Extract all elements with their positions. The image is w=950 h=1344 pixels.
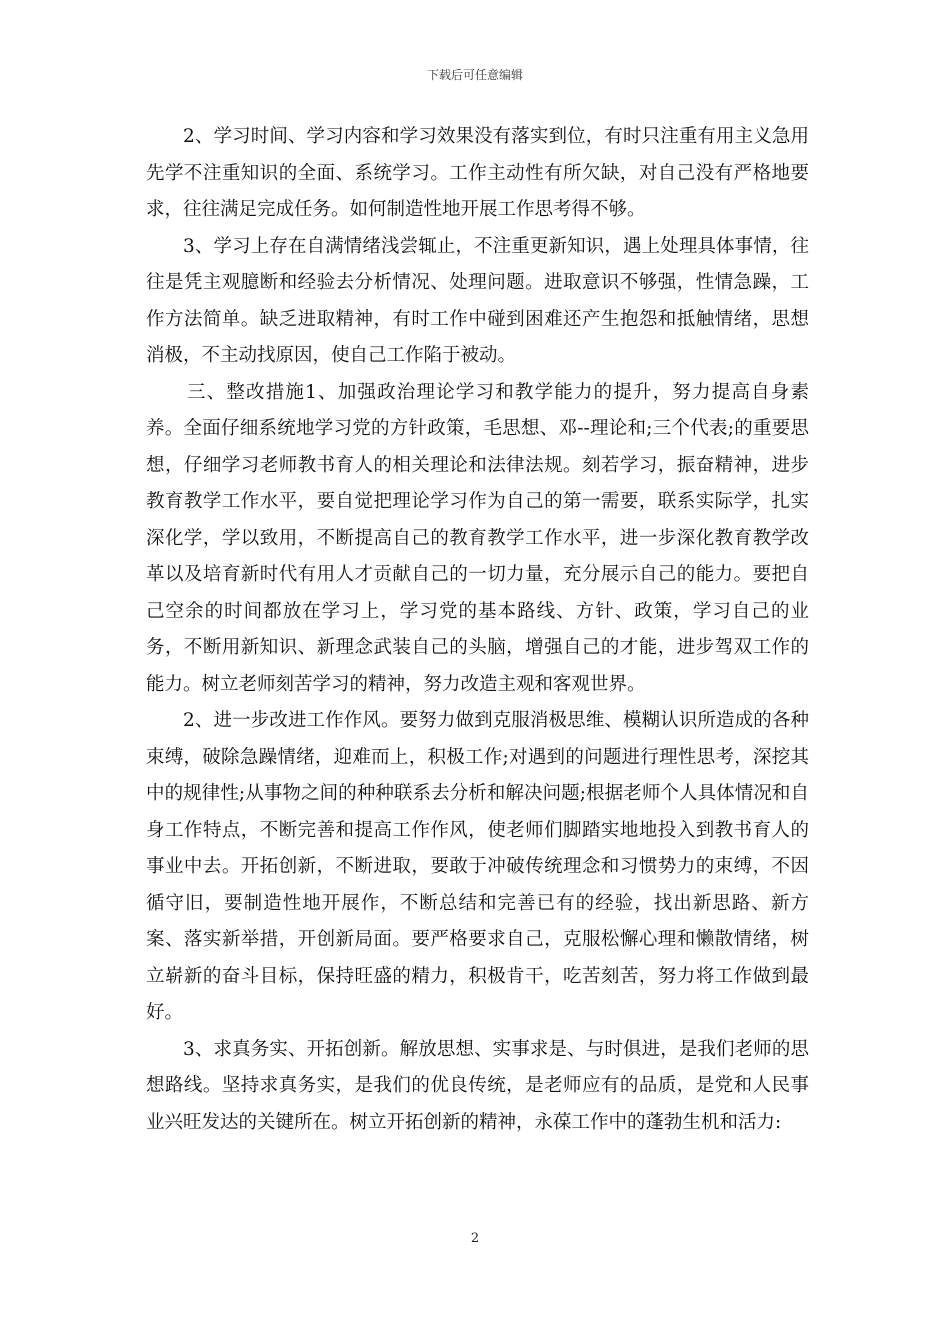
paragraph: 三、整改措施1、加强政治理论学习和教学能力的提升，努力提高自身素养。全面仔细系统地学习党的方针政策，毛思想、邓--理论和;三个代表;的重要思想，仔细学习老师教书育人的相关理论和法律法规。刻若学习，振奋精神，进步教育教学工作水平，要自觉把理论学习作为自己的第一需要，联系实际学，扎实深化学，学以致用，不断提高自己的教育教学工作水平，进一步深化教育教学改革以及培育新时代有用人才贡献自己的一切力量，充分展示自己的能力。要把自己空余的时间都放在学习上，学习党的基本路线、方针、政策，学习自己的业务，不断用新知识、新理念武装自己的头脑，增强自己的才能，进步驾双工作的能力。树立老师刻苦学习的精神，努力改造主观和客观世界。: [146, 381, 809, 695]
paragraph: 3、学习上存在自满情绪浅尝辄止，不注重更新知识，遇上处理具体事情，往往是凭主观臆断和经验去分析情况、处理问题。进取意识不够强，性情急躁，工作方法简单。缺乏进取精神，有时工作中碰到困难还产生抱怨和抵触情绪，思想消极，不主动找原因，使自己工作陷于被动。: [146, 235, 809, 366]
document-body: [146, 119, 809, 1141]
paragraph: 2、进一步改进工作作风。要努力做到克服消极思维、模糊认识所造成的各种束缚，破除急躁情绪，迎难而上，积极工作;对遇到的问题进行理性思考，深挖其中的规律性;从事物之间的种种联系去分析和解决问题;根据老师个人具体情况和自身工作特点，不断完善和提高工作作风，使老师们脚踏实地地投入到教书育人的事业中去。开拓创新，不断进取，要敢于冲破传统理念和习惯势力的束缚，不因循守旧，要制造性地开展作，不断总结和完善已有的经验，找出新思路、新方案、落实新举措，开创新局面。要严格要求自己，克服松懈心理和懒散情绪，树立崭新的奋斗目标，保持旺盛的精力，积极肯干，吃苦刻苦，努力将工作做到最好。: [146, 710, 809, 1023]
page-number: 2: [470, 1231, 480, 1246]
page-header: 下载后可任意编辑: [426, 68, 523, 82]
paragraph: 2、学习时间、学习内容和学习效果没有落实到位，有时只注重有用主义急用先学不注重知识的全面、系统学习。工作主动性有所欠缺，对自己没有严格地要求，往往满足完成任务。如何制造性地开展工作思考得不够。: [146, 126, 809, 220]
paragraph: 3、求真务实、开拓创新。解放思想、实事求是、与时俱进，是我们老师的思想路线。坚持求真务实，是我们的优良传统，是老师应有的品质，是党和人民事业兴旺发达的关键所在。树立开拓创新的精神，永葆工作中的蓬勃生机和活力:: [146, 1038, 809, 1133]
